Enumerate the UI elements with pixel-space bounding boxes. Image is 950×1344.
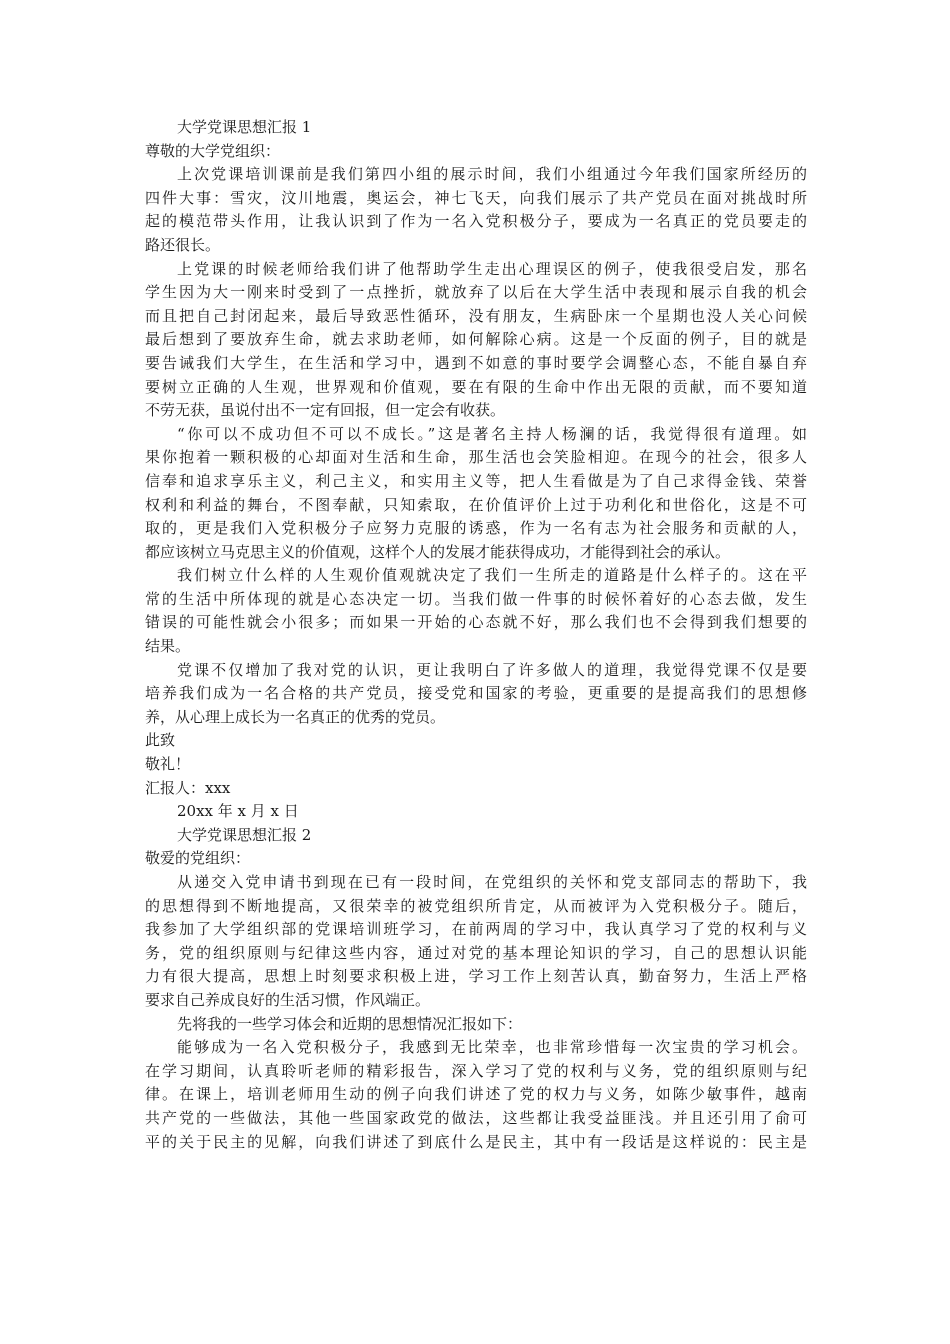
report1-para1-line: 四件大事：雪灾，汶川地震，奥运会，神七飞天，向我们展示了共产党员在面对挑战时所 <box>145 188 807 207</box>
report1-para1-line: 上次党课培训课前是我们第四小组的展示时间，我们小组通过今年我们国家所经历的 <box>177 165 807 184</box>
report2-para2-line: 先将我的一些学习体会和近期的思想情况汇报如下： <box>177 1014 523 1033</box>
report2-title: 大学党课思想汇报 2 <box>177 825 312 844</box>
report1-closing-jing-li: 敬礼！ <box>145 755 191 774</box>
report1-title: 大学党课思想汇报 1 <box>177 118 312 136</box>
report1-para3-line: 权利和利益的舞台，不图奉献，只知索取，在价值评价上过于功利化和世俗化，这是不可 <box>145 495 807 514</box>
report2-para1-line: 我参加了大学组织部的党课培训班学习，在前两周的学习中，我认真学习了党的权利与义 <box>145 920 807 939</box>
report1-para1-line: 路还很长。 <box>145 235 221 254</box>
report2-para3-line: 共产党的一些做法，其他一些国家政党的做法，这些都让我受益匪浅。并且还引用了俞可 <box>145 1108 807 1127</box>
report1-para5-line: 培养我们成为一名合格的共产党员，接受党和国家的考验，更重要的是提高我们的思想修 <box>145 684 807 703</box>
report1-para3-line: 取的，更是我们入党积极分子应努力克服的诱惑，作为一名有志为社会服务和贡献的人， <box>145 519 807 538</box>
report2-para3-line: 律。在课上，培训老师用生动的例子向我们讲述了党的权力与义务，如陈少敏事件，越南 <box>145 1085 807 1104</box>
report2-para1-line: 从递交入党申请书到现在已有一段时间，在党组织的关怀和党支部同志的帮助下，我 <box>177 873 807 891</box>
report2-salutation: 敬爱的党组织： <box>145 849 251 868</box>
report1-para2-line: 学生因为大一刚来时受到了一点挫折，就放弃了以后在大学生活中表现和展示自我的机会 <box>145 283 807 302</box>
report1-para4-line: 我们树立什么样的人生观价值观就决定了我们一生所走的道路是什么样子的。这在平 <box>177 566 807 585</box>
report1-para3-line: 都应该树立马克思主义的价值观，这样个人的发展才能获得成功，才能得到社会的承认。 <box>145 542 731 561</box>
report1-para4-line: 常的生活中所体现的就是心态决定一切。当我们做一件事的时候怀着好的心态去做，发生 <box>145 589 807 608</box>
report1-para3-line: 果你抱着一颗积极的心却面对生活和生命，那生活也会笑脸相迎。在现今的社会，很多人 <box>145 448 807 467</box>
report1-para3-line: “你可以不成功但不可以不成长。”这是著名主持人杨澜的话，我觉得很有道理。如 <box>177 424 807 443</box>
report1-date: 20xx 年 x 月 x 日 <box>177 802 299 821</box>
report2-para1-line: 务，党的组织原则与纪律这些内容，通过对党的基本理论知识的学习，自己的思想认识能 <box>145 943 807 962</box>
report1-para2-line: 上党课的时候老师给我们讲了他帮助学生走出心理误区的例子，使我很受启发，那名 <box>177 259 807 278</box>
report1-closing-ci-zhi: 此致 <box>145 731 176 750</box>
report2-para3-line: 平的关于民主的见解，向我们讲述了到底什么是民主，其中有一段话是这样说的：民主是 <box>145 1132 807 1151</box>
report1-para2-line: 而且把自己封闭起来，最后导致恶性循环，没有朋友，生病卧床一个星期也没人关心问候 <box>145 306 807 325</box>
report1-reporter: 汇报人：xxx <box>145 778 231 797</box>
report2-para1-line: 要求自己养成良好的生活习惯，作风端正。 <box>145 990 431 1009</box>
report1-para1-line: 起的模范带头作用，让我认识到了作为一名入党积极分子，要成为一名真正的党员要走的 <box>145 212 807 231</box>
report2-para1-line: 的思想得到不断地提高，又很荣幸的被党组织所肯定，从而被评为入党积极分子。随后， <box>145 896 807 915</box>
report1-para2-line: 不劳无获，虽说付出不一定有回报，但一定会有收获。 <box>145 401 506 420</box>
report1-para4-line: 错误的可能性就会小很多；而如果一开始的心态就不好，那么我们也不会得到我们想要的 <box>145 613 807 632</box>
report2-para3-line: 在学习期间，认真聆听老师的精彩报告，深入学习了党的权利与义务，党的组织原则与纪 <box>145 1061 807 1080</box>
report1-salutation: 尊敬的大学党组织： <box>145 141 281 160</box>
report1-para2-line: 最后想到了要放弃生命，就去求助老师，如何解除心病。这是一个反面的例子，目的就是 <box>145 330 807 349</box>
report1-para5-line: 党课不仅增加了我对党的认识，更让我明白了许多做人的道理，我觉得党课不仅是要 <box>177 660 807 679</box>
document-page <box>145 116 807 1154</box>
report1-para2-line: 要树立正确的人生观，世界观和价值观，要在有限的生命中作出无限的贡献，而不要知道 <box>145 377 807 396</box>
report1-para2-line: 要告诫我们大学生，在生活和学习中，遇到不如意的事时要学会调整心态，不能自暴自弃 <box>145 353 807 372</box>
report2-para1-line: 力有很大提高，思想上时刻要求积极上进，学习工作上刻苦认真，勤奋努力，生活上严格 <box>145 967 807 986</box>
report1-para3-line: 信奉和追求享乐主义，利己主义，和实用主义等，把人生看做是为了自己求得金钱、荣誉 <box>145 471 807 490</box>
report2-para3-line: 能够成为一名入党积极分子，我感到无比荣幸，也非常珍惜每一次宝贵的学习机会。 <box>177 1038 807 1057</box>
report1-para4-line: 结果。 <box>145 637 191 656</box>
report1-para5-line: 养，从心理上成长为一名真正的优秀的党员。 <box>145 707 446 726</box>
